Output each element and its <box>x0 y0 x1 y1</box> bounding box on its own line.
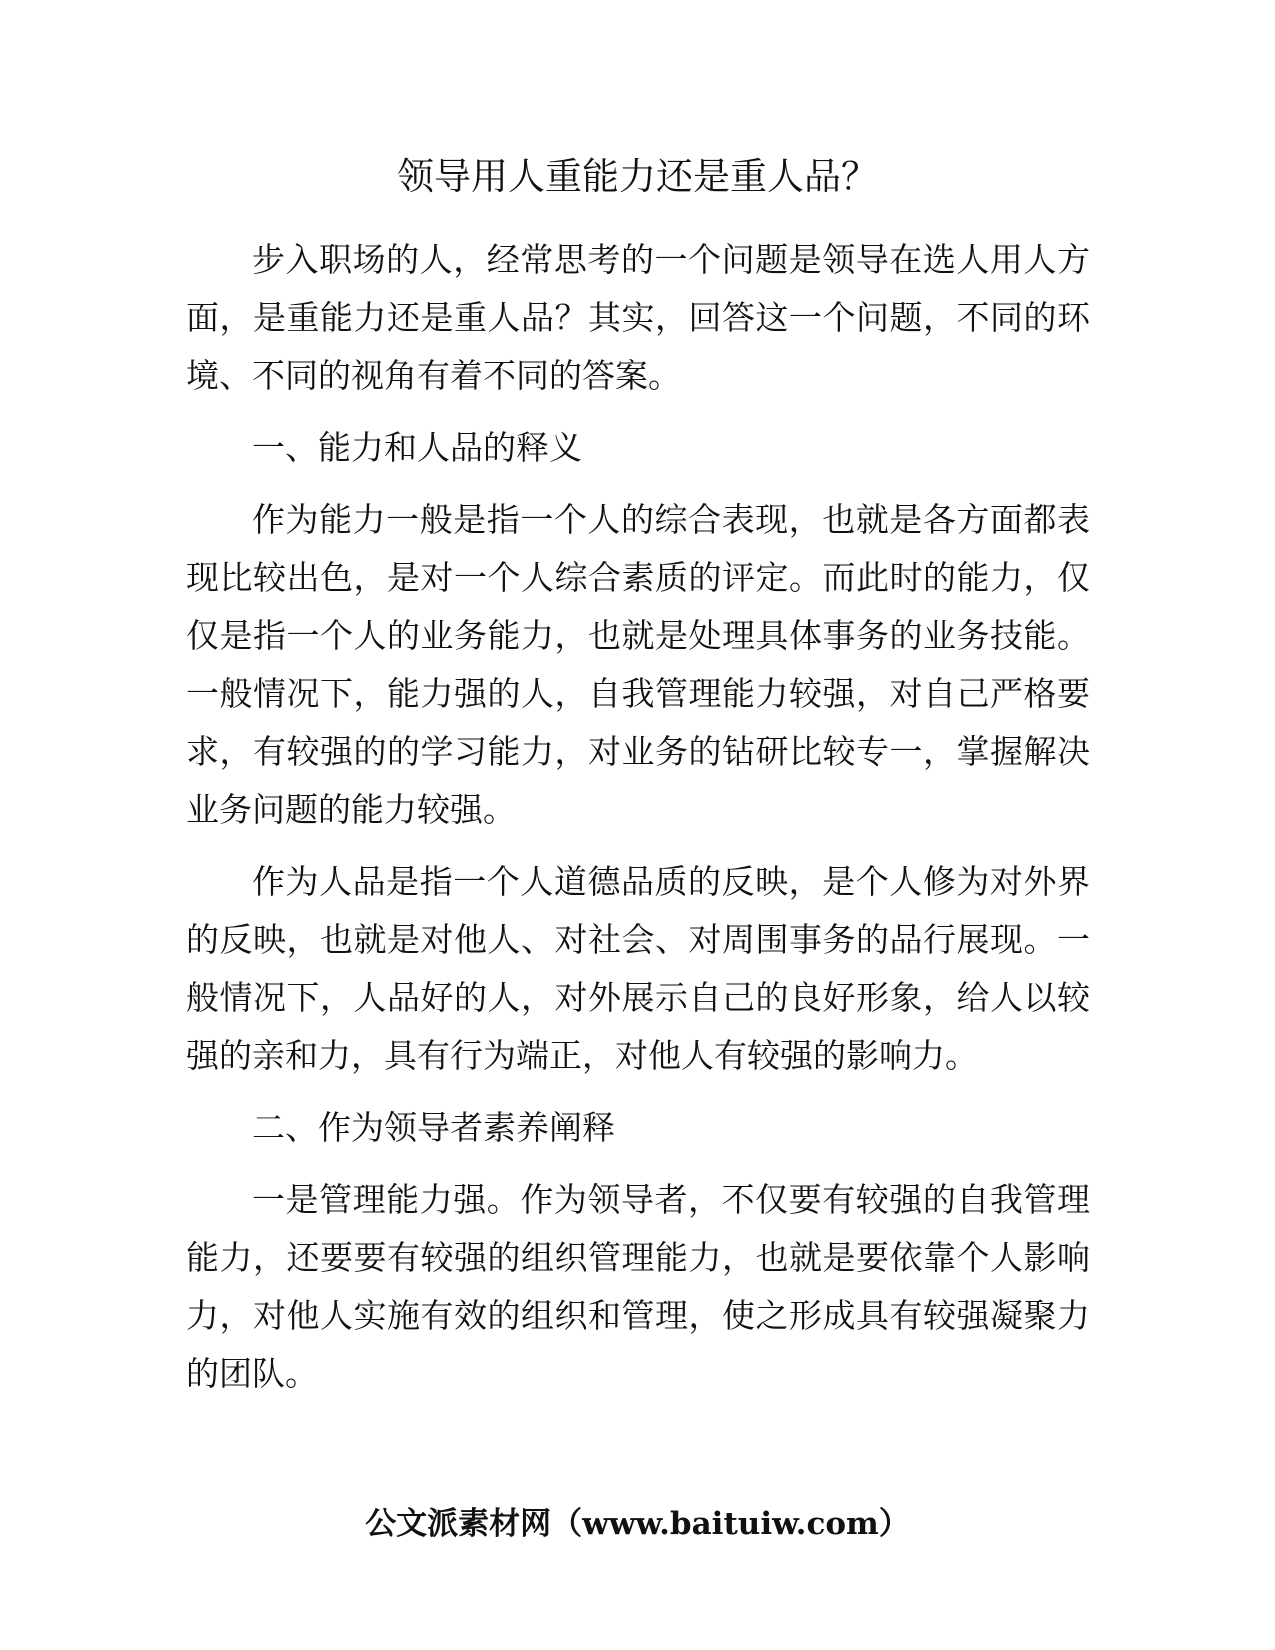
paragraph-management: 一是管理能力强。作为领导者，不仅要有较强的自我管理能力，还要要有较强的组织管理能力，也就是要依靠个人影响力，对他人实施有效的组织和管理，使之形成具有较强凝聚力的团队。 <box>186 1180 1090 1393</box>
section-heading-2: 二、作为领导者素养阐释 <box>252 1108 615 1147</box>
document-body <box>186 231 1090 1417</box>
paragraph-ability: 作为能力一般是指一个人的综合表现，也就是各方面都表现比较出色，是对一个人综合素质的评定。而此时的能力，仅仅是指一个人的业务能力，也就是处理具体事务的业务技能。一般情况下，能力强的人，自我管理能力较强，对自己严格要求，有较强的的学习能力，对业务的钻研比较专一，掌握解决业务问题的能力较强。 <box>186 500 1090 829</box>
footer-source: 公文派素材网（www.baituiw.com） <box>365 1506 910 1542</box>
paragraph-intro: 步入职场的人，经常思考的一个问题是领导在选人用人方面，是重能力还是重人品？其实，回答这一个问题，不同的环境、不同的视角有着不同的答案。 <box>186 240 1090 395</box>
document-title: 领导用人重能力还是重人品？ <box>397 155 878 198</box>
paragraph-character: 作为人品是指一个人道德品质的反映，是个人修为对外界的反映，也就是对他人、对社会、对周围事务的品行展现。一般情况下，人品好的人，对外展示自己的良好形象，给人以较强的亲和力，具有行为端正，对他人有较强的影响力。 <box>186 862 1090 1075</box>
section-heading-1: 一、能力和人品的释义 <box>252 428 582 467</box>
